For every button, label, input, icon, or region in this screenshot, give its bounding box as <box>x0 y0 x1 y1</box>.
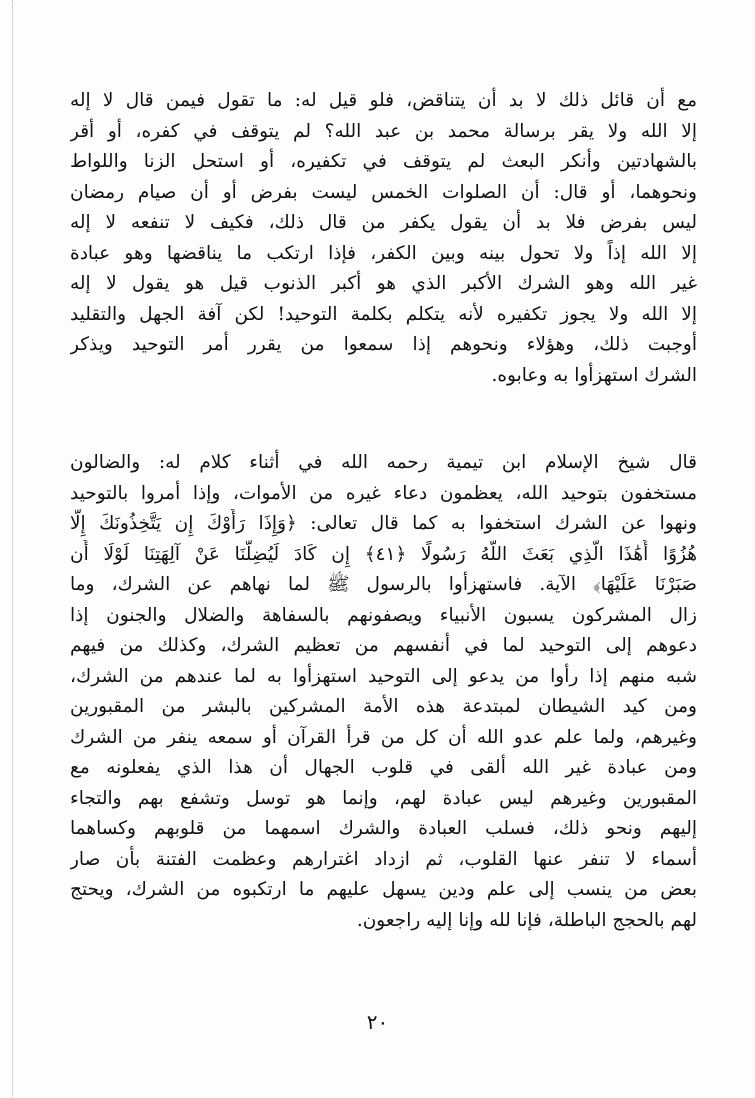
text-line: ومن كيد الشيطان لمبتدعة هذه الأمة المشركين بالبشر من المقبورين <box>70 696 697 717</box>
text-line: مستخفون بتوحيد الله، يعظمون دعاء غيره من الأموات، وإذا أمروا بالتوحيد <box>70 482 697 504</box>
text-line: مع أن قائل ذلك لا بد أن يتناقض، فلو قيل له: ما تقول فيمن قال لا إله <box>70 90 697 111</box>
text-line: أسماء لا تنفر عنها القلوب، ثم ازداد اغترارهم وعظمت الفتنة بأن صار <box>70 848 697 870</box>
text-line: صَبَرْنَا عَلَيْهَا﴾ الآية. فاستهزأوا بالرسول ﷺ لما نهاهم عن الشرك، وما <box>70 574 697 595</box>
text-line: ليس بفرض فلا بد أن يقول يكفر من قال ذلك، فكيف لا تنفعه لا إله <box>70 212 697 233</box>
text-line: أوجبت ذلك، وهؤلاء ونحوهم إذا سمعوا من يقرر أمر التوحيد ويذكر <box>70 334 697 355</box>
text-line: الشرك استهزأوا به وعابوه. <box>491 364 697 386</box>
text-line: المقبورين وغيرهم ليس عبادة لهم، وإنما هو توسل وتشفع بهم والتجاء <box>70 787 697 809</box>
text-line: زال المشركون يسبون الأنبياء ويصفونهم بالسفاهة والضلال والجنون إذا <box>70 604 697 626</box>
text-line: دعوهم إلى التوحيد لما في أنفسهم من تعظيم الشرك، وكذلك من فيهم <box>70 635 697 656</box>
paragraph-1 <box>70 86 697 391</box>
paragraph-2 <box>70 448 697 936</box>
text-line: إلا الله إذاً ولا تحول بينه وبين الكفر، فإذا ارتكب ما يناقضها وهو عبادة <box>70 242 697 264</box>
text-line: قال شيخ الإسلام ابن تيمية رحمه الله في أثناء كلام له: والضالون <box>70 452 697 473</box>
text-line: وغيرهم، ولما علم عدو الله أن كل من قرأ القرآن أو سمعه ينفر من الشرك <box>70 726 697 748</box>
page-number: ٢٠ <box>366 1010 389 1034</box>
text-line: بعض من ينسب إلى علم ودين يسهل عليهم ما ارتكبوه من الشرك، ويحتج <box>70 879 697 900</box>
text-line: إليهم ونحو ذلك، فسلب العبادة والشرك اسمهما من قلوبهم وكساهما <box>70 818 697 839</box>
scan-edge-divider <box>12 0 13 1098</box>
text-line: إلا الله ولا يجوز تكفيره لأنه يتكلم بكلمة التوحيد! لكن آفة الجهل والتقليد <box>70 303 697 325</box>
text-line: شبه منهم إذا رأوا من يدعو إلى التوحيد استهزأوا به لما عندهم من الشرك، <box>70 665 697 687</box>
text-line: ونهوا عن الشرك استخفوا به كما قال تعالى: ﴿وَإِذَا رَأَوْكَ إِن يَتَّخِذُونَكَ إِلَّا <box>70 513 697 534</box>
text-line: ونحوهما، أو قال: أن الصلوات الخمس ليست بفرض أو أن صيام رمضان <box>70 181 697 203</box>
text-line: إلا الله ولا يقر برسالة محمد بن عبد الله؟ لم يتوقف في كفره، أو أقر <box>70 120 697 142</box>
text-line: لهم بالحجج الباطلة، فإنا لله وإنا إليه راجعون. <box>356 909 697 931</box>
text-line: ومن عبادة غير الله ألقى في قلوب الجهال أن هذا الذي يفعلونه مع <box>70 757 697 778</box>
quran-verse-line: هُزُوًا أَهَٰذَا الَّذِي بَعَثَ اللَّهُ رَسُولًا ﴿٤١﴾ إِن كَادَ لَيُضِلُّنَا عَنْ آلِهَتِنَا لَوْلَا أَن <box>70 543 697 565</box>
text-line: غير الله وهو الشرك الأكبر الذي هو أكبر الذنوب قيل هو يقول لا إله <box>70 273 697 294</box>
text-line: بالشهادتين وأنكر البعث لم يتوقف في تكفيره، أو استحل الزنا واللواط <box>70 151 697 172</box>
